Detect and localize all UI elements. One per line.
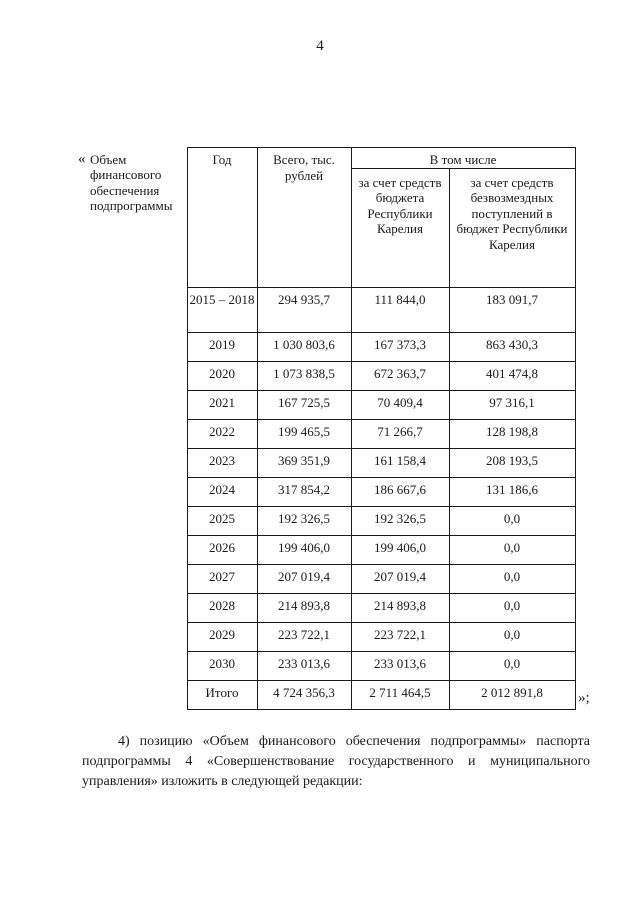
total-cell: 1 073 838,5 bbox=[257, 361, 351, 390]
total-cell: 369 351,9 bbox=[257, 448, 351, 477]
budget-rk-header: за счет средств бюджета Республики Карелия bbox=[351, 168, 449, 287]
opening-quote: « bbox=[78, 151, 86, 167]
gratuitous-cell: 128 198,8 bbox=[449, 419, 575, 448]
budget-cell: 199 406,0 bbox=[351, 535, 449, 564]
year-cell: 2028 bbox=[187, 593, 257, 622]
budget-cell: 186 667,6 bbox=[351, 477, 449, 506]
gratuitous-header: за счет средств безвозмездных поступлений в бюджет Республики Карелия bbox=[449, 168, 575, 287]
year-cell: 2021 bbox=[187, 390, 257, 419]
year-cell: 2020 bbox=[187, 361, 257, 390]
budget-cell: 167 373,3 bbox=[351, 332, 449, 361]
year-cell: 2029 bbox=[187, 622, 257, 651]
gratuitous-cell: 0,0 bbox=[449, 535, 575, 564]
budget-cell: 672 363,7 bbox=[351, 361, 449, 390]
year-cell: 2027 bbox=[187, 564, 257, 593]
total-cell: 192 326,5 bbox=[257, 506, 351, 535]
total-cell: 207 019,4 bbox=[257, 564, 351, 593]
year-cell: Итого bbox=[187, 680, 257, 709]
budget-cell: 161 158,4 bbox=[351, 448, 449, 477]
year-cell: 2015 – 2018 bbox=[187, 287, 257, 332]
budget-cell: 111 844,0 bbox=[351, 287, 449, 332]
gratuitous-cell: 401 474,8 bbox=[449, 361, 575, 390]
gratuitous-cell: 0,0 bbox=[449, 564, 575, 593]
total-cell: 1 030 803,6 bbox=[257, 332, 351, 361]
gratuitous-cell: 0,0 bbox=[449, 506, 575, 535]
year-cell: 2019 bbox=[187, 332, 257, 361]
year-cell: 2022 bbox=[187, 419, 257, 448]
gratuitous-cell: 0,0 bbox=[449, 593, 575, 622]
budget-cell: 207 019,4 bbox=[351, 564, 449, 593]
year-cell: 2023 bbox=[187, 448, 257, 477]
gratuitous-cell: 0,0 bbox=[449, 622, 575, 651]
total-cell: 223 722,1 bbox=[257, 622, 351, 651]
gratuitous-cell: 863 430,3 bbox=[449, 332, 575, 361]
gratuitous-cell: 183 091,7 bbox=[449, 287, 575, 332]
budget-cell: 223 722,1 bbox=[351, 622, 449, 651]
year-cell: 2026 bbox=[187, 535, 257, 564]
total-cell: 4 724 356,3 bbox=[257, 680, 351, 709]
total-cell: 214 893,8 bbox=[257, 593, 351, 622]
total-cell: 294 935,7 bbox=[257, 287, 351, 332]
closing-quote: »; bbox=[578, 690, 590, 706]
paragraph-4 bbox=[82, 732, 590, 792]
budget-cell: 233 013,6 bbox=[351, 651, 449, 680]
gratuitous-cell: 208 193,5 bbox=[449, 448, 575, 477]
financing-table bbox=[89, 147, 576, 710]
budget-cell: 214 893,8 bbox=[351, 593, 449, 622]
total-cell: 233 013,6 bbox=[257, 651, 351, 680]
gratuitous-cell: 97 316,1 bbox=[449, 390, 575, 419]
gratuitous-cell: 0,0 bbox=[449, 651, 575, 680]
page-number: 4 bbox=[316, 38, 324, 54]
paragraph-text: 4) позицию «Объем финансового обеспечения подпрограммы» паспорта подпрограммы 4 «Совершенствование государственного и муниципального управления» изложить в следующей редакции: bbox=[82, 734, 590, 789]
table-header-row bbox=[89, 148, 575, 169]
year-header: Год bbox=[187, 148, 257, 288]
gratuitous-cell: 131 186,6 bbox=[449, 477, 575, 506]
total-cell: 199 465,5 bbox=[257, 419, 351, 448]
total-cell: 167 725,5 bbox=[257, 390, 351, 419]
year-cell: 2030 bbox=[187, 651, 257, 680]
budget-cell: 71 266,7 bbox=[351, 419, 449, 448]
table-label: Объем финансового обеспечения подпрограммы bbox=[89, 148, 187, 710]
total-cell: 199 406,0 bbox=[257, 535, 351, 564]
year-cell: 2024 bbox=[187, 477, 257, 506]
total-header: Всего, тыс. рублей bbox=[257, 148, 351, 288]
year-cell: 2025 bbox=[187, 506, 257, 535]
budget-cell: 2 711 464,5 bbox=[351, 680, 449, 709]
including-header: В том числе bbox=[351, 148, 575, 169]
total-cell: 317 854,2 bbox=[257, 477, 351, 506]
budget-cell: 192 326,5 bbox=[351, 506, 449, 535]
budget-cell: 70 409,4 bbox=[351, 390, 449, 419]
gratuitous-cell: 2 012 891,8 bbox=[449, 680, 575, 709]
